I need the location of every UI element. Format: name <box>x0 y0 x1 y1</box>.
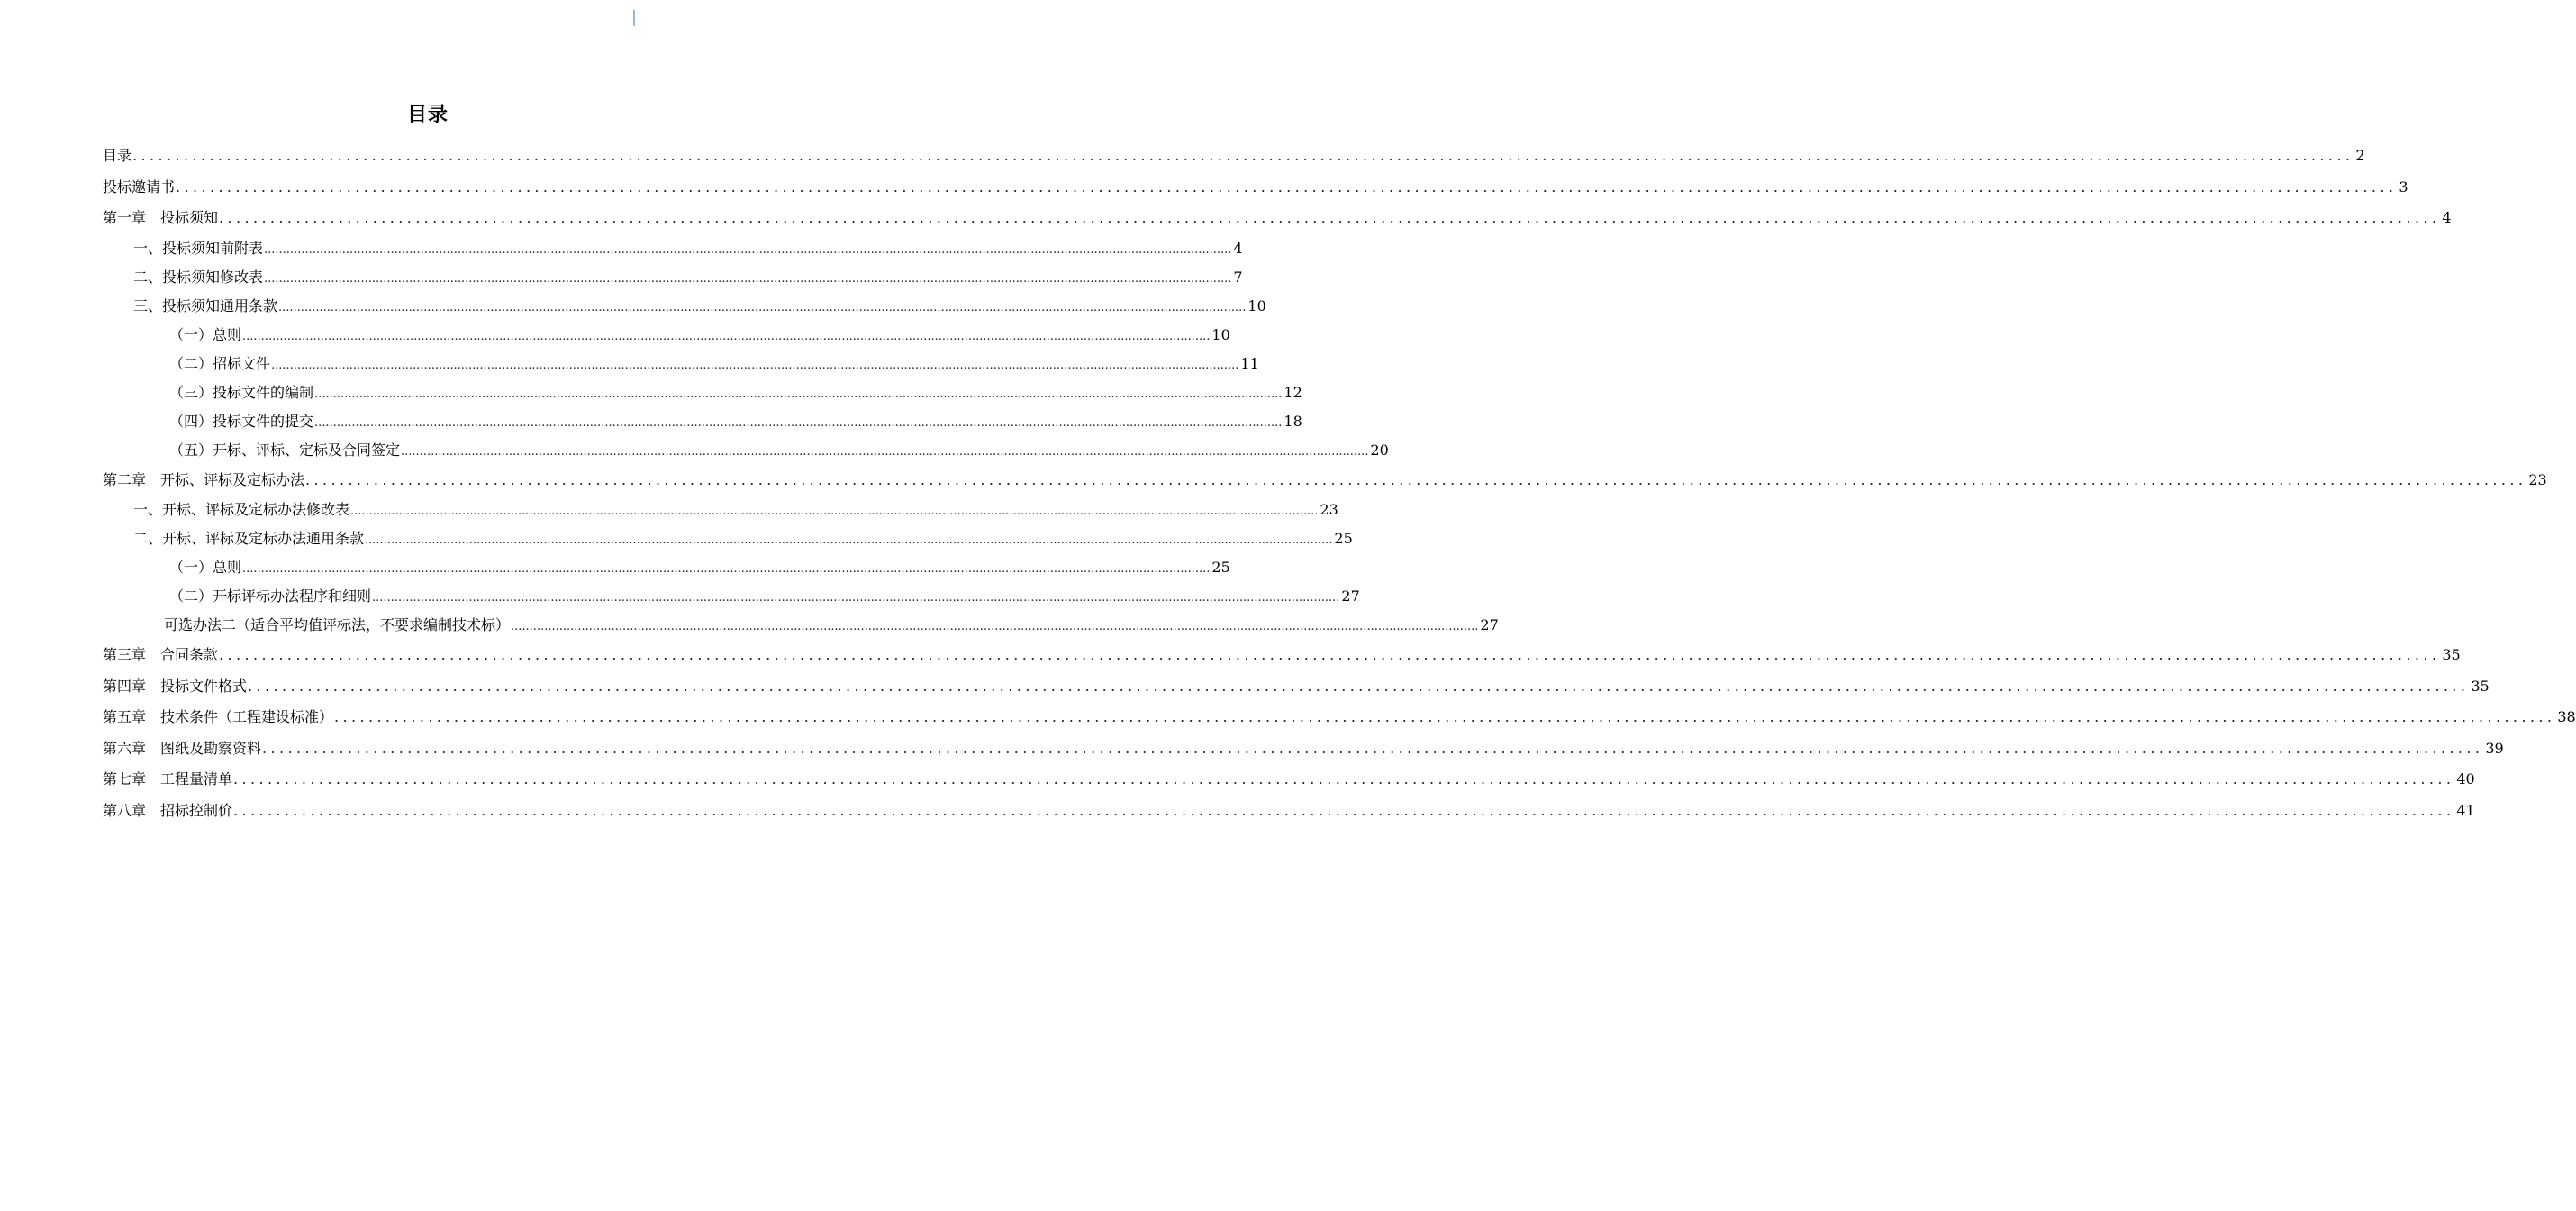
toc-entry-page: 7 <box>1233 268 1243 286</box>
toc-entry[interactable] <box>103 378 1302 407</box>
toc-entry-label: 第三章 合同条款 <box>103 646 219 663</box>
page-title: 目录 <box>406 104 449 126</box>
toc-entry[interactable] <box>103 350 1259 378</box>
toc-entry-page: 18 <box>1283 412 1302 430</box>
toc-entry-label: （五）开标、评标、定标及合同签定 <box>169 441 401 459</box>
toc-entry-page: 4 <box>2442 209 2452 226</box>
toc-entry[interactable] <box>103 702 2576 733</box>
toc-entry-page: 27 <box>1341 587 1360 605</box>
toc-entry-page: 40 <box>2456 770 2475 788</box>
toc-entry-label: （四）投标文件的提交 <box>169 412 314 430</box>
toc-entry-page: 39 <box>2485 739 2504 757</box>
toc-leader: .................................................................................................................................................................................................................................................................... <box>242 329 1211 343</box>
toc-leader: .................................................................................................................................................................................................................................................................... <box>264 242 1232 257</box>
toc-entry-label: 第五章 技术条件（工程建设标准） <box>103 708 334 725</box>
toc-entry[interactable] <box>103 292 1266 321</box>
toc-entry[interactable] <box>103 640 2461 671</box>
toc-entry-page: 12 <box>1283 383 1302 401</box>
toc-leader: .................................................................................................................................................................................................................................................................... <box>271 358 1239 372</box>
toc-leader: .................................................................................................................................................................................................................................................................... <box>262 739 2484 757</box>
toc-entry-label: 第七章 工程量清单 <box>103 770 233 788</box>
toc-entry-label: 目录 <box>103 147 132 164</box>
toc-entry[interactable] <box>103 141 2365 172</box>
toc-leader: .................................................................................................................................................................................................................................................................... <box>314 387 1283 401</box>
table-of-contents <box>103 141 2576 826</box>
toc-leader: .................................................................................................................................................................................................................................................................... <box>305 470 2527 488</box>
toc-entry-label: （二）开标评标办法程序和细则 <box>169 587 372 605</box>
toc-entry[interactable] <box>103 172 2408 204</box>
toc-entry-page: 23 <box>1320 501 1338 518</box>
toc-entry[interactable] <box>103 524 1353 553</box>
toc-entry-page: 35 <box>2471 677 2490 695</box>
toc-entry-label: （三）投标文件的编制 <box>169 383 314 401</box>
toc-entry-page: 10 <box>1211 325 1230 343</box>
toc-entry-page: 27 <box>1480 616 1499 633</box>
toc-entry-page: 25 <box>1334 530 1353 547</box>
toc-entry-page: 4 <box>1233 239 1243 257</box>
toc-entry[interactable] <box>103 263 1243 292</box>
toc-entry[interactable] <box>103 796 2475 827</box>
toc-leader: .................................................................................................................................................................................................................................................................... <box>264 271 1232 286</box>
toc-entry-label: 二、开标、评标及定标办法通用条款 <box>133 530 365 547</box>
toc-leader: .................................................................................................................................................................................................................................................................... <box>242 562 1211 576</box>
toc-entry-label: 第二章 开标、评标及定标办法 <box>103 470 305 488</box>
toc-leader: .................................................................................................................................................................................................................................................................... <box>233 770 2455 788</box>
toc-entry-page: 35 <box>2442 646 2461 663</box>
toc-entry-page: 2 <box>2355 147 2365 164</box>
toc-entry-page: 38 <box>2557 708 2576 725</box>
toc-entry[interactable] <box>103 553 1230 582</box>
toc-entry-page: 41 <box>2456 801 2475 819</box>
toc-entry[interactable] <box>103 436 1389 465</box>
toc-entry[interactable] <box>103 582 1360 611</box>
toc-entry-label: 一、投标须知前附表 <box>133 239 264 257</box>
toc-leader: .................................................................................................................................................................................................................................................................... <box>314 415 1283 430</box>
toc-entry-label: 第四章 投标文件格式 <box>103 677 248 695</box>
toc-leader: .................................................................................................................................................................................................................................................................... <box>219 646 2441 663</box>
toc-entry-label: （二）招标文件 <box>169 354 271 372</box>
toc-entry-label: 第六章 图纸及勘察资料 <box>103 739 262 757</box>
toc-leader: .................................................................................................................................................................................................................................................................... <box>132 147 2354 164</box>
toc-entry-label: 一、开标、评标及定标办法修改表 <box>133 501 350 518</box>
toc-leader: .................................................................................................................................................................................................................................................................... <box>372 591 1340 605</box>
text-cursor-mark <box>633 10 635 26</box>
toc-entry[interactable] <box>103 611 1499 640</box>
toc-entry-page: 3 <box>2399 178 2408 196</box>
toc-leader: .................................................................................................................................................................................................................................................................... <box>350 505 1319 518</box>
toc-leader: .................................................................................................................................................................................................................................................................... <box>401 444 1369 459</box>
toc-entry[interactable] <box>103 671 2490 703</box>
toc-entry[interactable] <box>103 465 2547 496</box>
toc-leader: .................................................................................................................................................................................................................................................................... <box>219 209 2441 226</box>
toc-entry[interactable] <box>103 234 1243 263</box>
toc-leader: .................................................................................................................................................................................................................................................................... <box>334 708 2556 725</box>
toc-leader: .................................................................................................................................................................................................................................................................... <box>248 677 2470 695</box>
toc-entry-label: 第八章 招标控制价 <box>103 801 233 819</box>
toc-entry[interactable] <box>103 321 1230 350</box>
toc-entry-label: 第一章 投标须知 <box>103 209 219 226</box>
toc-entry-page: 25 <box>1211 559 1230 576</box>
toc-entry-page: 11 <box>1240 354 1259 372</box>
toc-entry-page: 10 <box>1247 296 1266 314</box>
toc-leader: .................................................................................................................................................................................................................................................................... <box>278 300 1247 314</box>
toc-leader: .................................................................................................................................................................................................................................................................... <box>176 178 2398 196</box>
toc-entry-label: （一）总则 <box>169 325 242 343</box>
toc-entry[interactable] <box>103 496 1338 524</box>
toc-entry-label: 二、投标须知修改表 <box>133 268 264 286</box>
toc-entry-label: 三、投标须知通用条款 <box>133 296 278 314</box>
toc-entry-label: 可选办法二（适合平均值评标法，不要求编制技术标） <box>164 616 511 633</box>
toc-leader: .................................................................................................................................................................................................................................................................... <box>365 533 1333 547</box>
toc-entry[interactable] <box>103 203 2452 234</box>
toc-entry-page: 20 <box>1370 441 1389 459</box>
toc-leader: .................................................................................................................................................................................................................................................................... <box>233 801 2455 819</box>
toc-entry-label: （一）总则 <box>169 559 242 576</box>
toc-leader: .................................................................................................................................................................................................................................................................... <box>511 620 1479 633</box>
toc-entry[interactable] <box>103 733 2504 765</box>
toc-entry-label: 投标邀请书 <box>103 178 176 196</box>
toc-entry-page: 23 <box>2528 470 2547 488</box>
toc-entry[interactable] <box>103 764 2475 796</box>
toc-entry[interactable] <box>103 407 1302 436</box>
